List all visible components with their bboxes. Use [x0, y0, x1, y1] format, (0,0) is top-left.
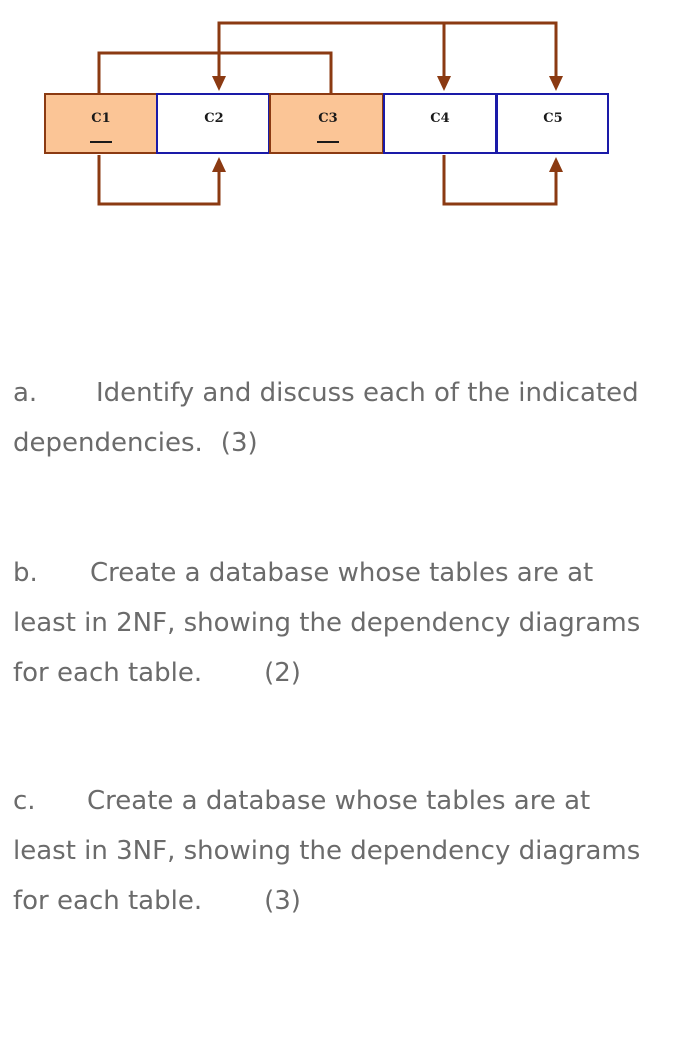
attribute-cell-c2 [157, 94, 269, 153]
dependency-arrow-c2-to-c4-c5 [219, 23, 556, 78]
arrowhead-c2-top [212, 76, 226, 91]
question-points: (3) [220, 428, 258, 458]
question-b [13, 548, 663, 698]
question-text-cont: dependencies. [13, 428, 203, 458]
arrowhead-c5-top [549, 76, 563, 91]
attribute-cell-c4 [384, 94, 496, 153]
question-text: Create a database whose tables are at [90, 558, 594, 588]
dependency-arrow-c3-to-c2 [99, 53, 331, 93]
question-letter: c. [13, 786, 36, 816]
dependency-diagram [0, 0, 683, 230]
question-points: (2) [264, 658, 301, 688]
attribute-cell-c3 [270, 94, 383, 153]
question-text-cont: for each table. [13, 658, 203, 688]
cell-label-c5: C5 [543, 111, 563, 126]
cell-label-c4: C4 [430, 111, 450, 126]
arrowhead-c2-bottom [212, 157, 226, 172]
question-a [13, 368, 663, 468]
arrowhead-c4-top [437, 76, 451, 91]
cell-label-c2: C2 [204, 111, 224, 126]
question-letter: b. [13, 558, 38, 588]
cell-label-c1: C1 [91, 111, 111, 126]
cell-label-c3: C3 [318, 111, 338, 126]
question-points: (3) [264, 886, 301, 916]
question-letter: a. [13, 378, 38, 408]
question-c [13, 776, 663, 926]
question-text-cont: for each table. [13, 886, 203, 916]
question-text: Identify and discuss each of the indicated [96, 378, 639, 408]
question-text-cont: least in 3NF, showing the dependency diagrams [13, 836, 641, 866]
question-text-cont: least in 2NF, showing the dependency diagrams [13, 608, 641, 638]
dependency-arrow-c4-to-c5 [444, 155, 556, 204]
question-text: Create a database whose tables are at [87, 786, 591, 816]
arrowhead-c5-bottom [549, 157, 563, 172]
attribute-cell-c1 [45, 94, 157, 153]
dependency-arrow-c1-to-c2 [99, 155, 219, 204]
attribute-cell-c5 [497, 94, 608, 153]
